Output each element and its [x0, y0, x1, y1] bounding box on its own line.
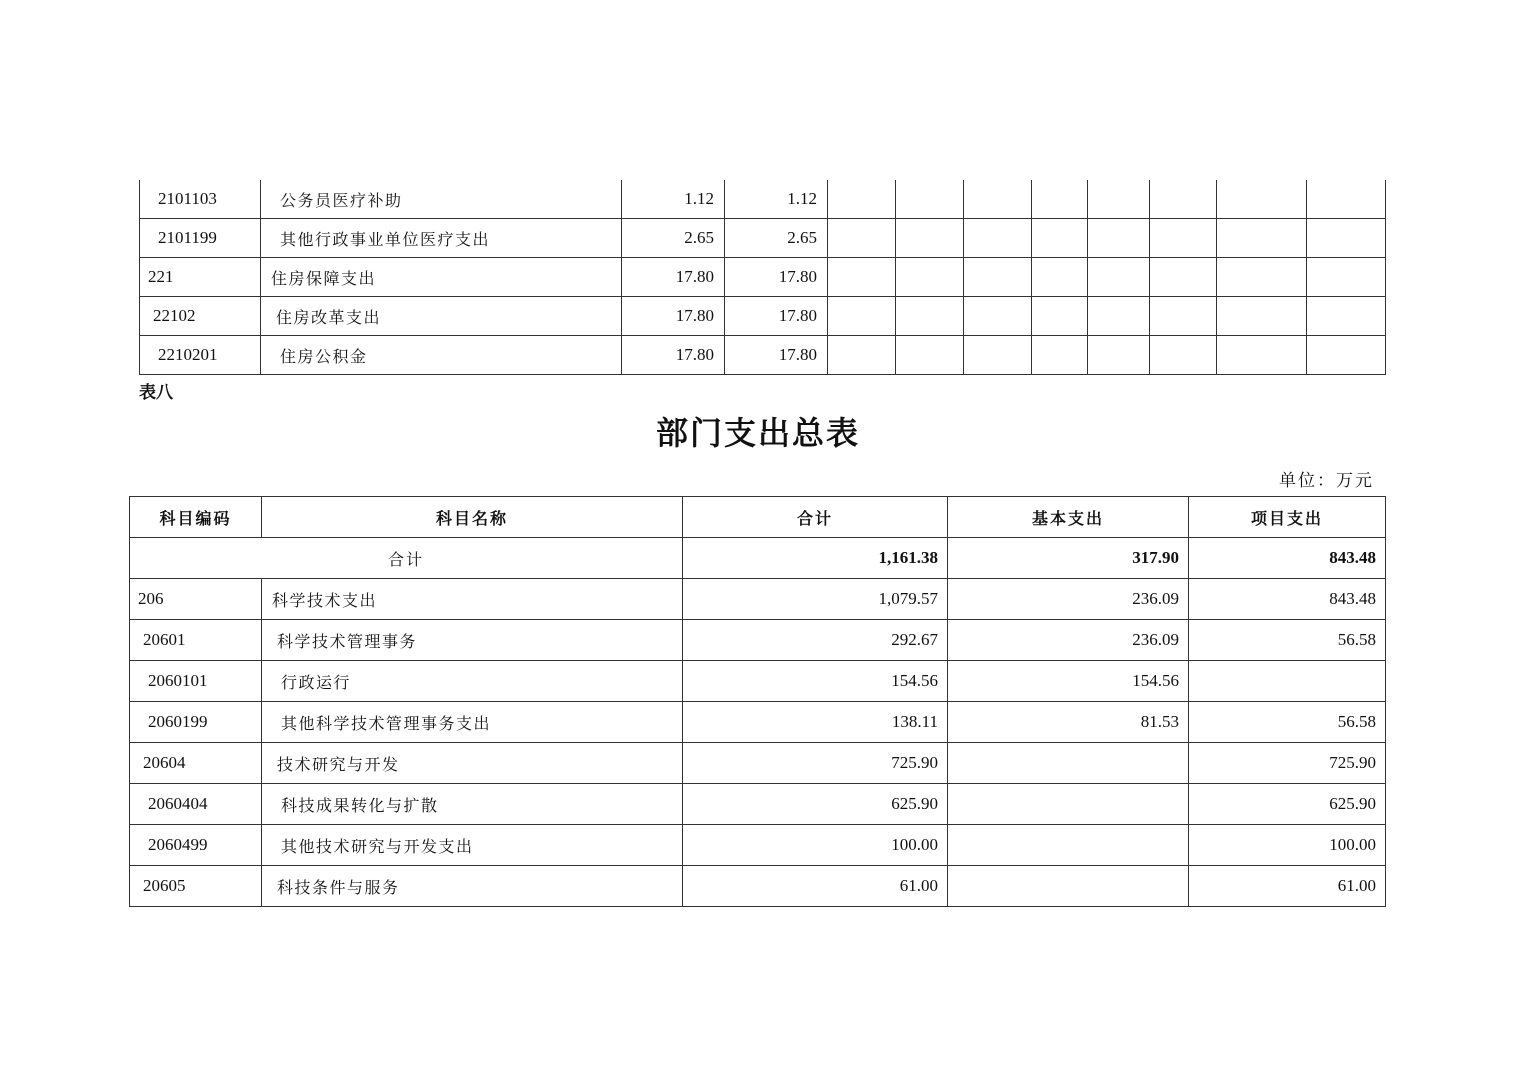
empty-cell	[1307, 180, 1386, 219]
project-value	[1189, 661, 1386, 702]
empty-cell	[1088, 336, 1150, 375]
total-value: 2.65	[622, 219, 725, 258]
empty-cell	[1307, 219, 1386, 258]
subject-code: 206	[130, 579, 262, 620]
column-header-code: 科目编码	[130, 497, 262, 538]
project-value: 843.48	[1189, 538, 1386, 579]
empty-cell	[1150, 258, 1217, 297]
subject-name: 公务员医疗补助	[261, 180, 622, 219]
project-value: 843.48	[1189, 579, 1386, 620]
empty-cell	[964, 336, 1032, 375]
project-value: 725.90	[1189, 743, 1386, 784]
empty-cell	[896, 258, 964, 297]
project-value: 100.00	[1189, 825, 1386, 866]
empty-cell	[1307, 336, 1386, 375]
subject-name: 住房公积金	[261, 336, 622, 375]
basic-value: 81.53	[948, 702, 1189, 743]
table-row	[130, 661, 1386, 702]
empty-cell	[828, 180, 896, 219]
table-row	[130, 579, 1386, 620]
subject-name: 其他技术研究与开发支出	[262, 825, 683, 866]
empty-cell	[964, 219, 1032, 258]
empty-cell	[896, 180, 964, 219]
table-row	[130, 702, 1386, 743]
empty-cell	[1217, 219, 1307, 258]
subject-code: 2210201	[140, 336, 261, 375]
table-row	[140, 180, 1386, 219]
empty-cell	[1150, 336, 1217, 375]
empty-cell	[1217, 258, 1307, 297]
total-label: 合计	[130, 538, 683, 579]
subject-name: 科技成果转化与扩散	[262, 784, 683, 825]
basic-value: 17.80	[725, 258, 828, 297]
basic-value: 154.56	[948, 661, 1189, 702]
subject-name: 住房保障支出	[261, 258, 622, 297]
empty-cell	[1088, 219, 1150, 258]
basic-value	[948, 825, 1189, 866]
table-row	[130, 743, 1386, 784]
subject-code: 2101103	[140, 180, 261, 219]
basic-value: 236.09	[948, 579, 1189, 620]
project-value: 56.58	[1189, 620, 1386, 661]
subject-name: 行政运行	[262, 661, 683, 702]
subject-name: 科学技术支出	[262, 579, 683, 620]
subject-name: 科学技术管理事务	[262, 620, 683, 661]
total-value: 725.90	[683, 743, 948, 784]
subject-name: 住房改革支出	[261, 297, 622, 336]
total-value: 1.12	[622, 180, 725, 219]
empty-cell	[1032, 180, 1088, 219]
subject-code: 22102	[140, 297, 261, 336]
total-value: 61.00	[683, 866, 948, 907]
empty-cell	[1032, 219, 1088, 258]
total-value: 138.11	[683, 702, 948, 743]
empty-cell	[1088, 258, 1150, 297]
column-header-project: 项目支出	[1189, 497, 1386, 538]
basic-value	[948, 866, 1189, 907]
column-header-total: 合计	[683, 497, 948, 538]
subject-code: 2060101	[130, 661, 262, 702]
empty-cell	[1307, 297, 1386, 336]
empty-cell	[896, 219, 964, 258]
continuation-table	[139, 180, 1386, 375]
basic-value: 2.65	[725, 219, 828, 258]
table-row	[130, 620, 1386, 661]
empty-cell	[828, 258, 896, 297]
empty-cell	[828, 297, 896, 336]
total-value: 154.56	[683, 661, 948, 702]
subject-code: 221	[140, 258, 261, 297]
empty-cell	[828, 219, 896, 258]
basic-value: 17.80	[725, 297, 828, 336]
empty-cell	[1217, 297, 1307, 336]
project-value: 56.58	[1189, 702, 1386, 743]
table-row	[140, 258, 1386, 297]
subject-code: 20604	[130, 743, 262, 784]
subject-name: 技术研究与开发	[262, 743, 683, 784]
total-value: 17.80	[622, 336, 725, 375]
column-header-basic: 基本支出	[948, 497, 1189, 538]
total-value: 625.90	[683, 784, 948, 825]
subject-code: 20605	[130, 866, 262, 907]
empty-cell	[964, 297, 1032, 336]
subject-name: 其他行政事业单位医疗支出	[261, 219, 622, 258]
empty-cell	[896, 297, 964, 336]
empty-cell	[964, 180, 1032, 219]
total-value: 17.80	[622, 258, 725, 297]
table-row	[130, 866, 1386, 907]
empty-cell	[1032, 297, 1088, 336]
column-header-name: 科目名称	[262, 497, 683, 538]
empty-cell	[1150, 219, 1217, 258]
empty-cell	[1032, 258, 1088, 297]
empty-cell	[1150, 180, 1217, 219]
basic-value: 236.09	[948, 620, 1189, 661]
unit-label: 单位：万元	[1279, 471, 1374, 491]
empty-cell	[1150, 297, 1217, 336]
total-value: 292.67	[683, 620, 948, 661]
table-row	[130, 784, 1386, 825]
basic-value: 1.12	[725, 180, 828, 219]
empty-cell	[964, 258, 1032, 297]
basic-value	[948, 743, 1189, 784]
total-row	[130, 538, 1386, 579]
basic-value	[948, 784, 1189, 825]
subject-name: 科技条件与服务	[262, 866, 683, 907]
project-value: 625.90	[1189, 784, 1386, 825]
basic-value: 317.90	[948, 538, 1189, 579]
empty-cell	[1217, 180, 1307, 219]
table-row	[140, 219, 1386, 258]
table-row	[140, 297, 1386, 336]
project-value: 61.00	[1189, 866, 1386, 907]
table-number-label: 表八	[139, 383, 173, 403]
subject-code: 2101199	[140, 219, 261, 258]
subject-code: 2060199	[130, 702, 262, 743]
header-row	[130, 497, 1386, 538]
empty-cell	[828, 336, 896, 375]
table-row	[130, 825, 1386, 866]
empty-cell	[1217, 336, 1307, 375]
empty-cell	[1307, 258, 1386, 297]
empty-cell	[1088, 297, 1150, 336]
basic-value: 17.80	[725, 336, 828, 375]
total-value: 1,161.38	[683, 538, 948, 579]
subject-code: 2060499	[130, 825, 262, 866]
subject-code: 20601	[130, 620, 262, 661]
subject-code: 2060404	[130, 784, 262, 825]
total-value: 17.80	[622, 297, 725, 336]
empty-cell	[896, 336, 964, 375]
empty-cell	[1032, 336, 1088, 375]
page-title: 部门支出总表	[655, 414, 860, 452]
empty-cell	[1088, 180, 1150, 219]
total-value: 100.00	[683, 825, 948, 866]
subject-name: 其他科学技术管理事务支出	[262, 702, 683, 743]
expenditure-summary-table	[129, 496, 1386, 907]
total-value: 1,079.57	[683, 579, 948, 620]
table-row	[140, 336, 1386, 375]
